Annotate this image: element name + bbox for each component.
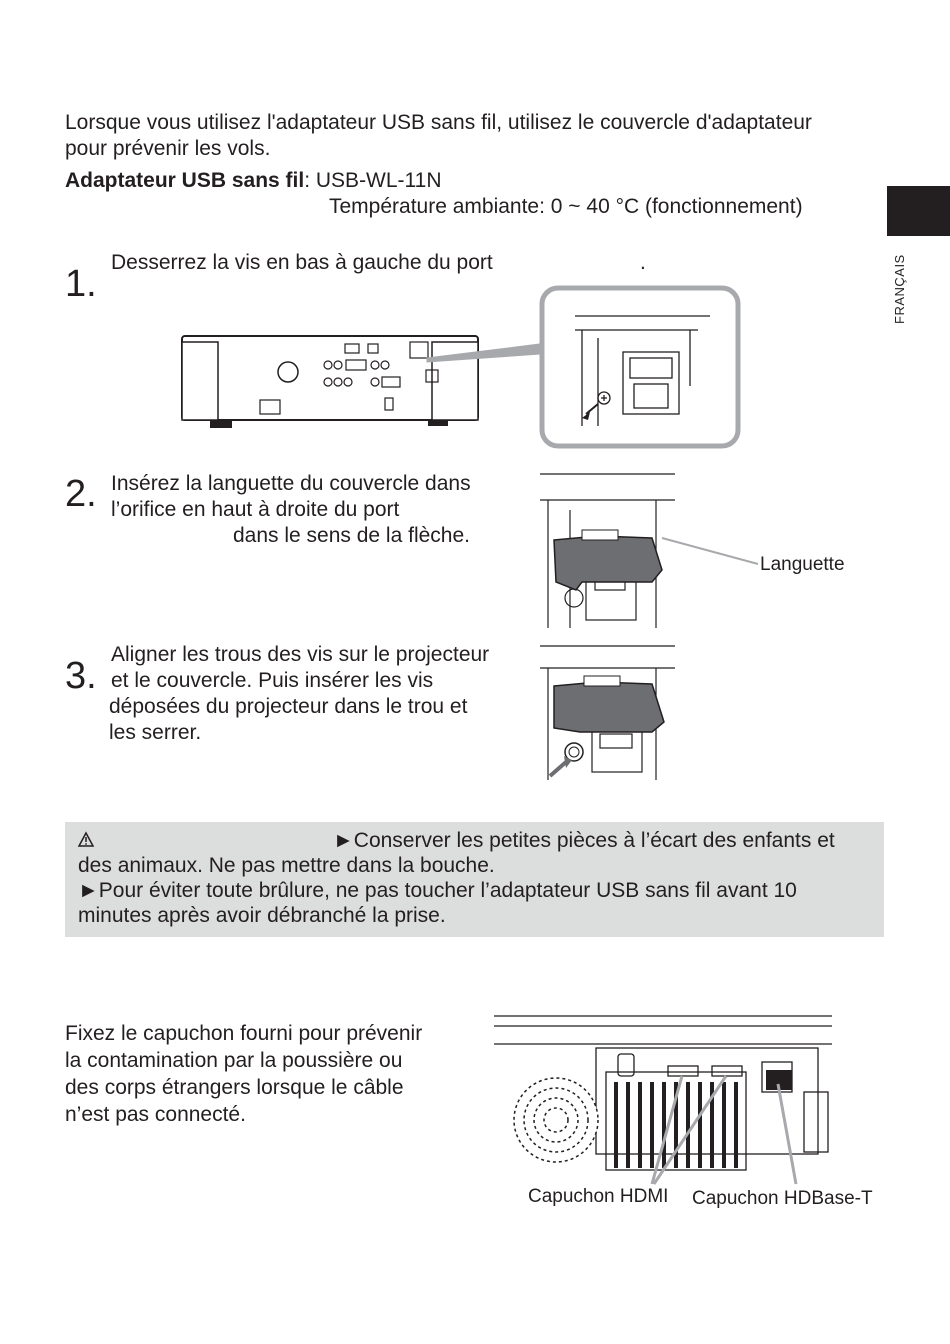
intro-line-2: pour prévenir les vols.: [65, 137, 271, 160]
caps-line-3: des corps étrangers lorsque le câble: [65, 1076, 404, 1099]
zoom-port-detail: [540, 286, 740, 448]
step-2-illustration: [540, 470, 780, 630]
step-3-line-1: Aligner les trous des vis sur le projecteur: [111, 643, 490, 666]
warning-icon: [78, 832, 94, 847]
adapter-spec: [65, 168, 442, 194]
hdmi-cap-label: Capuchon HDMI: [528, 1186, 669, 1207]
step-2-line-3: dans le sens de la flèche.: [233, 524, 470, 547]
step-3-number: 3.: [65, 655, 97, 697]
step-3-line-3: déposées du projecteur dans le trou et: [109, 695, 468, 718]
intro-line-1: Lorsque vous utilisez l'adaptateur USB sans fil, utilisez le couvercle d'adaptateur: [65, 111, 812, 134]
step-2-line-2: l’orifice en haut à droite du port: [111, 498, 400, 521]
caps-line-2: la contamination par la poussière ou: [65, 1049, 403, 1072]
adapter-value: : USB-WL-11N: [304, 169, 442, 192]
step-1-text: Desserrez la vis en bas à gauche du port: [111, 251, 493, 274]
caps-line-4: n’est pas connecté.: [65, 1103, 246, 1126]
step-2-line-1: Insérez la languette du couvercle dans: [111, 472, 471, 495]
caution-line-2: des animaux. Ne pas mettre dans la bouche.: [78, 854, 495, 877]
temperature-spec: Température ambiante: 0 ~ 40 °C (fonctionnement): [329, 195, 803, 218]
language-tab-label: FRANÇAIS: [892, 254, 907, 324]
caution-line-3: ►Pour éviter toute brûlure, ne pas toucher l’adaptateur USB sans fil avant 10: [78, 879, 797, 902]
tab-callout-label: Languette: [760, 554, 845, 575]
step-3-line-2: et le couvercle. Puis insérer les vis: [111, 669, 434, 692]
step-3-illustration: [540, 642, 680, 782]
step-3-line-4: les serrer.: [109, 721, 202, 744]
caps-line-1: Fixez le capuchon fourni pour prévenir: [65, 1022, 423, 1045]
step-2-number: 2.: [65, 473, 97, 515]
step-1-text-end: .: [640, 251, 646, 274]
caps-illustration: [494, 1012, 834, 1192]
caution-line-1: ►Conserver les petites pièces à l’écart des enfants et: [333, 829, 835, 852]
language-tab-block: [887, 186, 950, 236]
zoom-connector: [425, 340, 545, 370]
step-1-number: 1.: [65, 263, 97, 305]
hdbaset-cap-label: Capuchon HDBase-T: [692, 1188, 873, 1209]
adapter-label: Adaptateur USB sans fil: [65, 169, 305, 192]
caution-line-4: minutes après avoir débranché la prise.: [78, 904, 446, 927]
